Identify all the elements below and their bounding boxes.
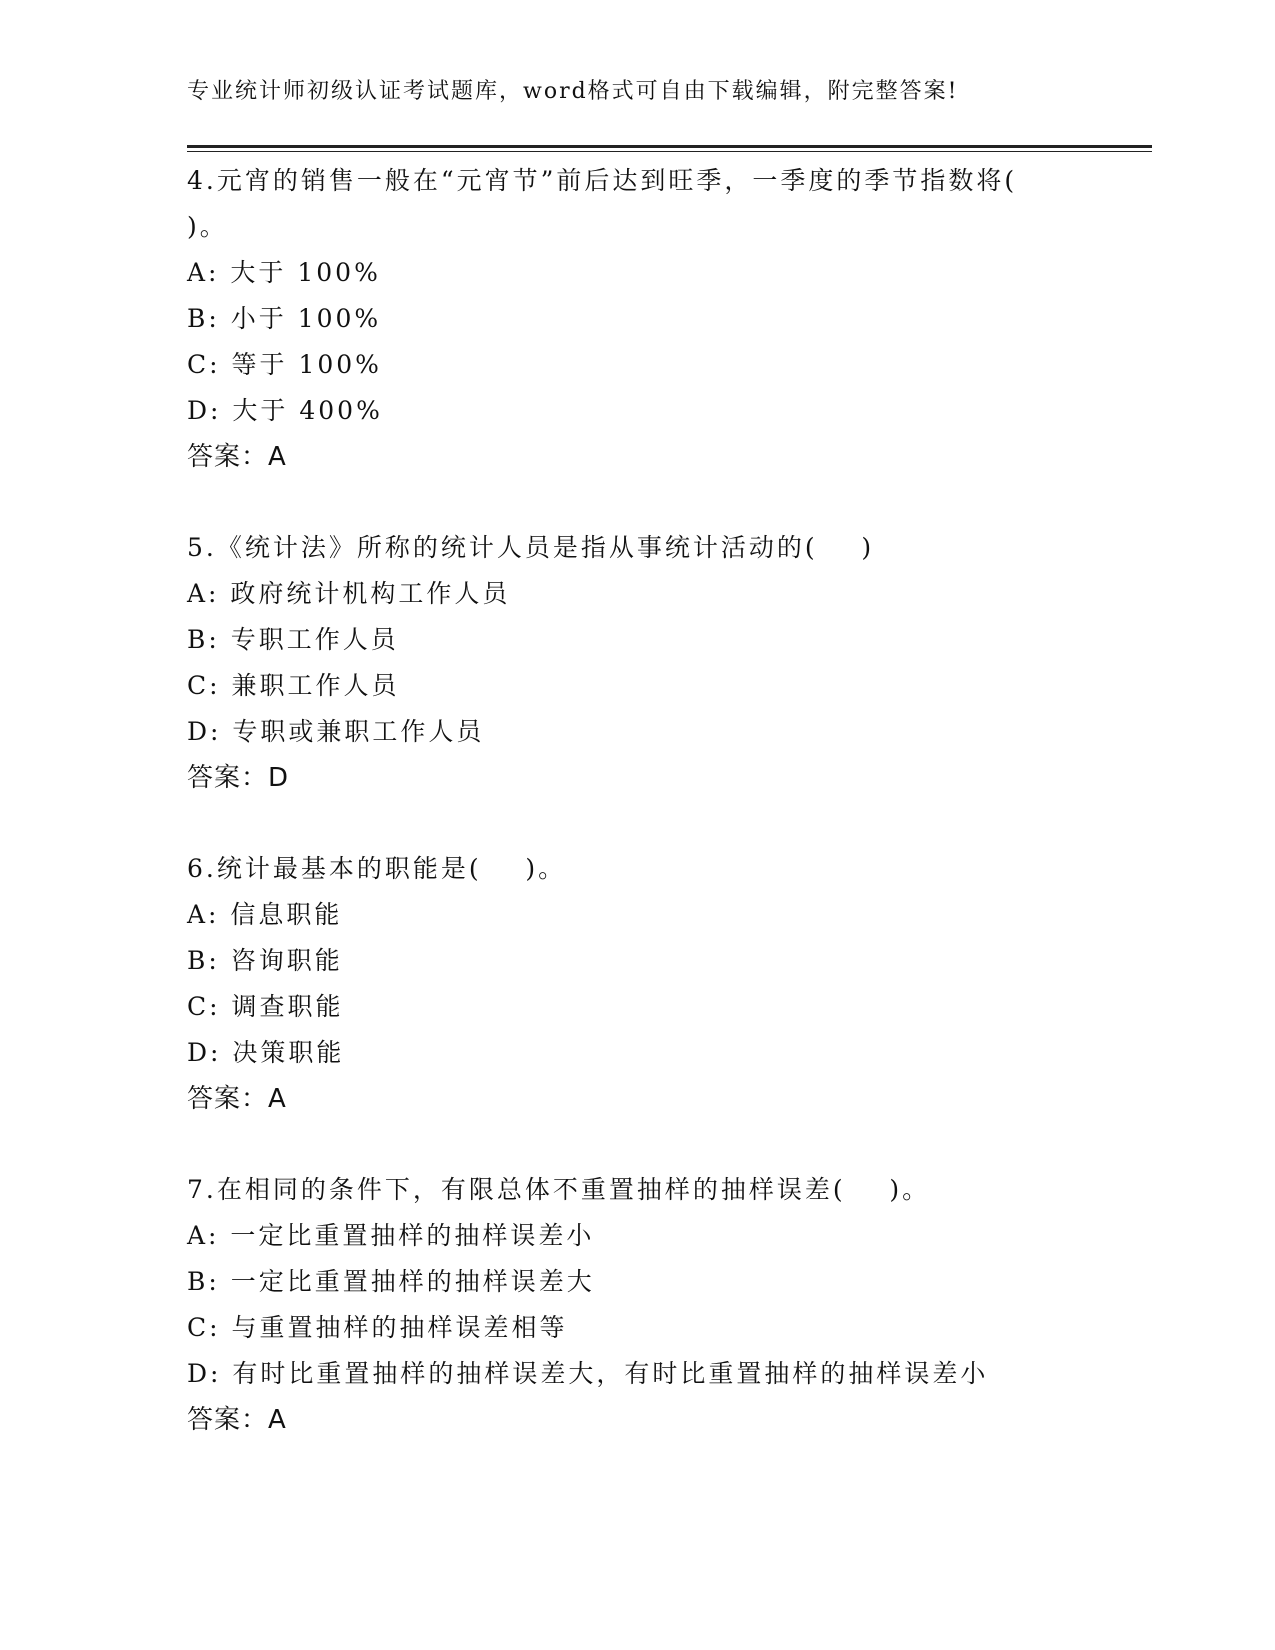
option-a: A: 一定比重置抽样的抽样误差小 <box>187 1221 595 1250</box>
option-d: D: 有时比重置抽样的抽样误差大，有时比重置抽样的抽样误差小 <box>187 1359 989 1388</box>
spacer <box>187 1122 1152 1167</box>
option-b: B: 一定比重置抽样的抽样误差大 <box>187 1267 595 1296</box>
page-header: 专业统计师初级认证考试题库，word格式可自由下载编辑，附完整答案! <box>187 79 959 104</box>
answer: 答案：A <box>187 1405 287 1435</box>
option-a: A: 政府统计机构工作人员 <box>187 579 511 608</box>
question-6 <box>187 846 1152 1122</box>
option-a: A: 信息职能 <box>187 900 343 929</box>
question-stem: 7.在相同的条件下，有限总体不重置抽样的抽样误差( )。 <box>187 1175 931 1204</box>
option-c: C: 调查职能 <box>187 992 344 1021</box>
option-d: D: 大于 400% <box>187 396 383 425</box>
option-b: B: 小于 100% <box>187 304 382 333</box>
option-c: C: 等于 100% <box>187 350 382 379</box>
question-list <box>187 158 1152 1443</box>
option-a: A: 大于 100% <box>187 258 381 287</box>
question-5 <box>187 525 1152 801</box>
answer: 答案：A <box>187 1084 287 1114</box>
question-4 <box>187 158 1152 480</box>
option-c: C: 与重置抽样的抽样误差相等 <box>187 1313 568 1342</box>
question-stem: 5.《统计法》所称的统计人员是指从事统计活动的( ) <box>187 533 875 562</box>
option-c: C: 兼职工作人员 <box>187 671 400 700</box>
option-b: B: 专职工作人员 <box>187 625 399 654</box>
answer: 答案：A <box>187 442 287 472</box>
option-d: D: 决策职能 <box>187 1038 345 1067</box>
question-stem: 4.元宵的销售一般在“元宵节”前后达到旺季，一季度的季节指数将( )。 <box>187 166 1018 241</box>
answer: 答案：D <box>187 763 290 793</box>
question-stem: 6.统计最基本的职能是( )。 <box>187 854 567 883</box>
header-rule-thick <box>187 145 1152 148</box>
question-7 <box>187 1167 1152 1443</box>
spacer <box>187 801 1152 846</box>
spacer <box>187 480 1152 525</box>
header-rule-thin <box>187 151 1152 152</box>
option-b: B: 咨询职能 <box>187 946 343 975</box>
option-d: D: 专职或兼职工作人员 <box>187 717 485 746</box>
